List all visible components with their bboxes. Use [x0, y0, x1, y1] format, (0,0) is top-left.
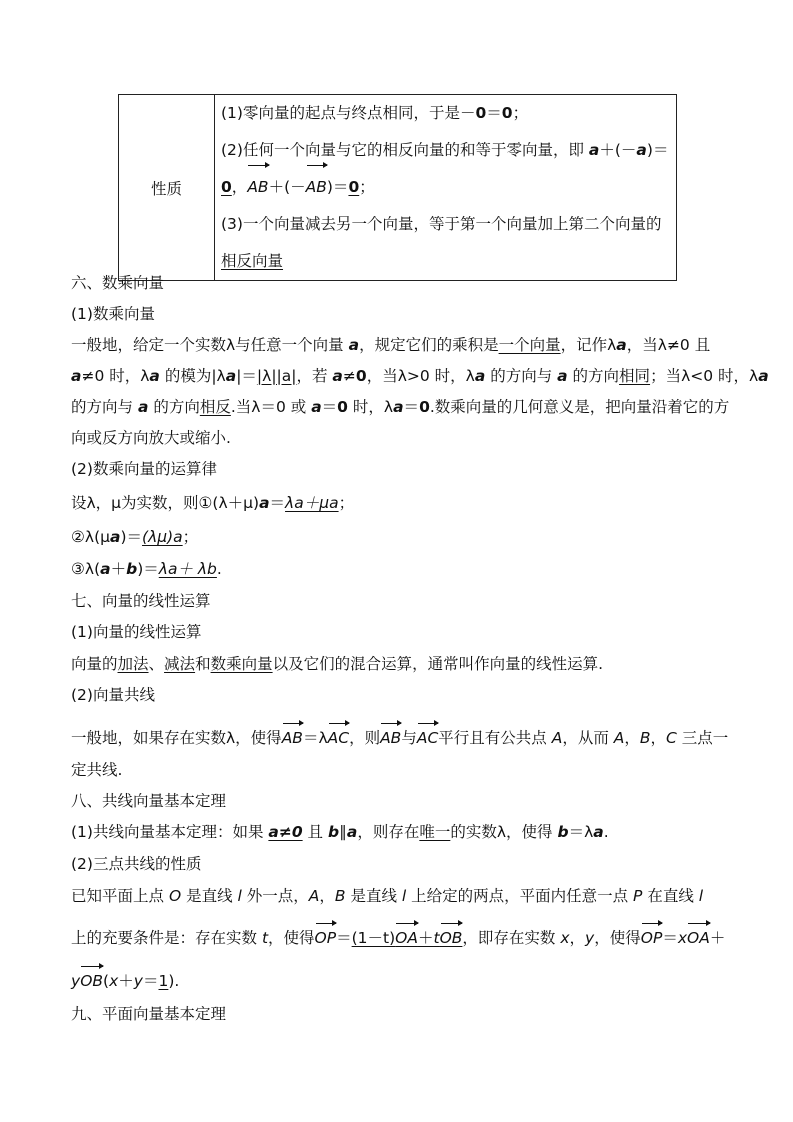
paragraph-line: 定共线.: [71, 761, 123, 779]
section-heading-6: 六、数乘向量: [71, 274, 165, 292]
text-run: 唯一: [419, 823, 451, 841]
text-run: ＝λ: [568, 823, 594, 841]
paragraph-line: [71, 334, 710, 356]
text-run: a: [393, 398, 404, 416]
text-run: ＝: [662, 929, 678, 947]
text-run: 0: [337, 398, 348, 416]
property-line-1: (1)零向量的起点与终点相同，于是－0＝0；: [221, 104, 529, 122]
text-run: a: [100, 560, 111, 578]
text-run: ，: [319, 887, 335, 905]
text-run: a: [259, 494, 270, 512]
paragraph-line: [71, 885, 703, 907]
text-run: ，: [624, 729, 640, 747]
text-run: 0: [419, 398, 430, 416]
text-run: B: [639, 729, 651, 747]
text-run: ；当λ<0 时，λ: [650, 367, 759, 385]
vector-op: OP: [640, 929, 663, 947]
text-run: 平行且有公共点: [438, 729, 552, 747]
text-run: (λμ)a: [142, 528, 183, 546]
text-run: 减法: [164, 655, 196, 673]
text-run: .当λ＝0 或: [230, 398, 312, 416]
text-run: 0: [355, 367, 367, 385]
text-run: ＝: [336, 929, 352, 947]
text-run: ＝λ: [302, 729, 328, 747]
text-run: P: [633, 887, 643, 905]
text-run: 数乘向量: [210, 655, 273, 673]
text-run: .: [603, 823, 609, 841]
text-run: a≠0: [268, 823, 303, 841]
table-content-cell: [215, 95, 677, 281]
text-run: ；: [338, 494, 355, 512]
text-run: 向量的: [71, 655, 118, 673]
vector-ob: OB: [439, 929, 463, 947]
text-run: 的方向与: [485, 367, 558, 385]
text-run: y: [133, 972, 143, 990]
text-run: a: [137, 398, 149, 416]
text-run: 的方向: [148, 398, 200, 416]
section-heading-8: 八、共线向量基本定理: [71, 792, 227, 810]
text-run: 的方向: [567, 367, 620, 385]
vector-ab: AB: [306, 169, 327, 206]
text-run: A: [551, 729, 563, 747]
text-run: 以及它们的混合运算，通常叫作向量的线性运算.: [272, 655, 604, 673]
text-run: (1)共线向量基本定理：如果: [71, 823, 269, 841]
vector-oa: OA: [395, 929, 418, 947]
text-run: a: [346, 823, 358, 841]
text-run: ，使得: [268, 929, 315, 947]
law-line-1: [71, 492, 354, 514]
text-run: a: [348, 336, 360, 354]
text-run: ，当λ≠0 且: [626, 336, 711, 354]
text-run: ＋: [118, 972, 134, 990]
text-run: ＝: [269, 494, 286, 512]
text-run: ，规定它们的乘积是: [359, 336, 499, 354]
vector-ab: AB: [247, 169, 268, 206]
text-run: a: [149, 367, 160, 385]
section-heading-7: 七、向量的线性运算: [71, 592, 211, 610]
text-run: ＋: [417, 929, 434, 947]
property-line-3: 0，AB＋(－AB)＝0；: [221, 169, 670, 206]
text-run: ≠0 时，λ: [81, 367, 150, 385]
text-run: 加法: [117, 655, 149, 673]
text-run: a: [225, 367, 237, 385]
subheading-7-1: (1)向量的线性运算: [71, 623, 202, 641]
properties-table: [118, 94, 677, 281]
text-run: t: [433, 929, 440, 947]
text-run: 与: [401, 729, 417, 747]
text-run: b: [126, 560, 138, 578]
text-run: 设λ，μ为实数，则①(λ＋μ): [71, 494, 260, 512]
text-run: 在直线: [642, 887, 699, 905]
text-run: x: [109, 972, 119, 990]
text-run: ；: [182, 528, 199, 546]
text-run: .数乘向量的几何意义是，把向量沿着它的方: [429, 398, 730, 416]
text-run: 的模为|λ: [159, 367, 226, 385]
property-line-5: 相反向量: [221, 252, 284, 270]
paragraph-line: [71, 653, 603, 675]
vector-oa: OA: [687, 929, 710, 947]
text-run: ，当λ>0 时，λ: [366, 367, 475, 385]
text-run: y: [71, 972, 81, 990]
text-run: 是直线: [181, 887, 238, 905]
text-run: ＋: [110, 560, 127, 578]
text-run: O: [168, 887, 182, 905]
section-heading-9: 九、平面向量基本定理: [71, 1005, 227, 1023]
text-run: 上给定的两点，平面内任意一点: [406, 887, 634, 905]
text-run: ＋: [709, 929, 726, 947]
vector-ab: AB: [380, 729, 402, 747]
text-run: a: [616, 336, 627, 354]
text-run: ＝: [403, 398, 420, 416]
paragraph-line: [71, 927, 725, 949]
text-run: ，即存在实数: [462, 929, 561, 947]
text-run: 和: [195, 655, 211, 673]
text-run: l: [237, 887, 242, 905]
text-run: 且: [302, 823, 328, 841]
text-run: ，则存在: [357, 823, 420, 841]
text-run: )＝: [120, 528, 143, 546]
law-line-3: [71, 558, 222, 580]
text-run: C: [666, 729, 677, 747]
text-run: ).: [168, 972, 180, 990]
text-run: a: [109, 528, 121, 546]
text-run: a: [332, 367, 343, 385]
text-run: a: [758, 367, 769, 385]
vector-op: OP: [314, 929, 337, 947]
text-run: A: [613, 729, 625, 747]
property-line-2: (2)任何一个向量与它的相反向量的和等于零向量，即 a＋(－a)＝: [221, 141, 669, 159]
law-line-2: [71, 526, 198, 548]
text-run: 一个向量: [498, 336, 561, 354]
paragraph-line: [71, 727, 728, 749]
text-run: ＝: [321, 398, 338, 416]
text-run: a: [311, 398, 322, 416]
text-run: a: [71, 367, 82, 385]
text-run: 时，λ: [347, 398, 394, 416]
vector-ob: OB: [80, 972, 104, 990]
vector-ab: AB: [281, 729, 303, 747]
text-run: ≠: [342, 367, 356, 385]
text-run: )＝: [137, 560, 159, 578]
text-run: (1－t): [351, 929, 396, 947]
text-run: ，从而: [562, 729, 614, 747]
paragraph-line: [71, 365, 769, 387]
text-run: ②λ(μ: [71, 528, 110, 546]
text-run: ，若: [296, 367, 333, 385]
text-run: t: [261, 929, 269, 947]
text-run: 、: [148, 655, 165, 673]
text-run: 1: [158, 972, 169, 990]
text-run: |λ||a|: [256, 367, 297, 385]
text-run: b: [327, 823, 340, 841]
paragraph-line: [71, 396, 729, 418]
text-run: x: [677, 929, 688, 947]
text-run: l: [401, 887, 407, 905]
text-run: x: [560, 929, 570, 947]
text-run: 三点一: [676, 729, 729, 747]
text-run: λa＋ λb: [158, 560, 217, 578]
text-run: 一般地，如果存在实数λ，使得: [71, 729, 282, 747]
text-run: (: [103, 972, 110, 990]
text-run: y: [585, 929, 595, 947]
table-label: 性质: [150, 179, 182, 198]
text-run: λa＋μa: [285, 494, 339, 512]
text-run: ，: [650, 729, 667, 747]
paragraph-line: [71, 970, 179, 992]
vector-ac: AC: [416, 729, 439, 747]
text-run: ，记作λ: [560, 336, 617, 354]
text-run: ，使得: [594, 929, 641, 947]
subheading-8-2: (2)三点共线的性质: [71, 855, 202, 873]
text-run: 的方向与: [71, 398, 138, 416]
text-run: |＝: [236, 367, 257, 385]
subheading-6-2: (2)数乘向量的运算律: [71, 460, 217, 478]
text-run: a: [474, 367, 486, 385]
text-run: 的实数λ，使得: [450, 823, 558, 841]
text-run: 上的充要条件是：存在实数: [71, 929, 262, 947]
paragraph-line: 向或反方向放大或缩小.: [71, 429, 231, 447]
text-run: 是直线: [345, 887, 402, 905]
text-run: 一般地，给定一个实数λ与任意一个向量: [71, 336, 349, 354]
text-run: A: [308, 887, 320, 905]
vector-ac: AC: [327, 729, 350, 747]
subheading-7-2: (2)向量共线: [71, 686, 155, 704]
text-run: a: [593, 823, 604, 841]
text-run: ∥: [339, 823, 347, 841]
text-run: b: [557, 823, 569, 841]
text-run: ③λ(: [71, 560, 101, 578]
text-run: .: [216, 560, 222, 578]
text-run: a: [557, 367, 568, 385]
text-run: 已知平面上点: [71, 887, 169, 905]
paragraph-line: [71, 821, 609, 843]
text-run: ＝: [142, 972, 159, 990]
text-run: ，则: [349, 729, 381, 747]
table-label-cell: [119, 95, 215, 281]
text-run: B: [334, 887, 346, 905]
text-run: l: [698, 887, 704, 905]
subheading-6-1: (1)数乘向量: [71, 305, 155, 323]
text-run: ，: [569, 929, 586, 947]
text-run: 相同: [619, 367, 651, 385]
property-line-4: (3)一个向量减去另一个向量，等于第一个向量加上第二个向量的: [221, 215, 662, 233]
text-run: 外一点，: [241, 887, 309, 905]
text-run: 相反: [199, 398, 231, 416]
